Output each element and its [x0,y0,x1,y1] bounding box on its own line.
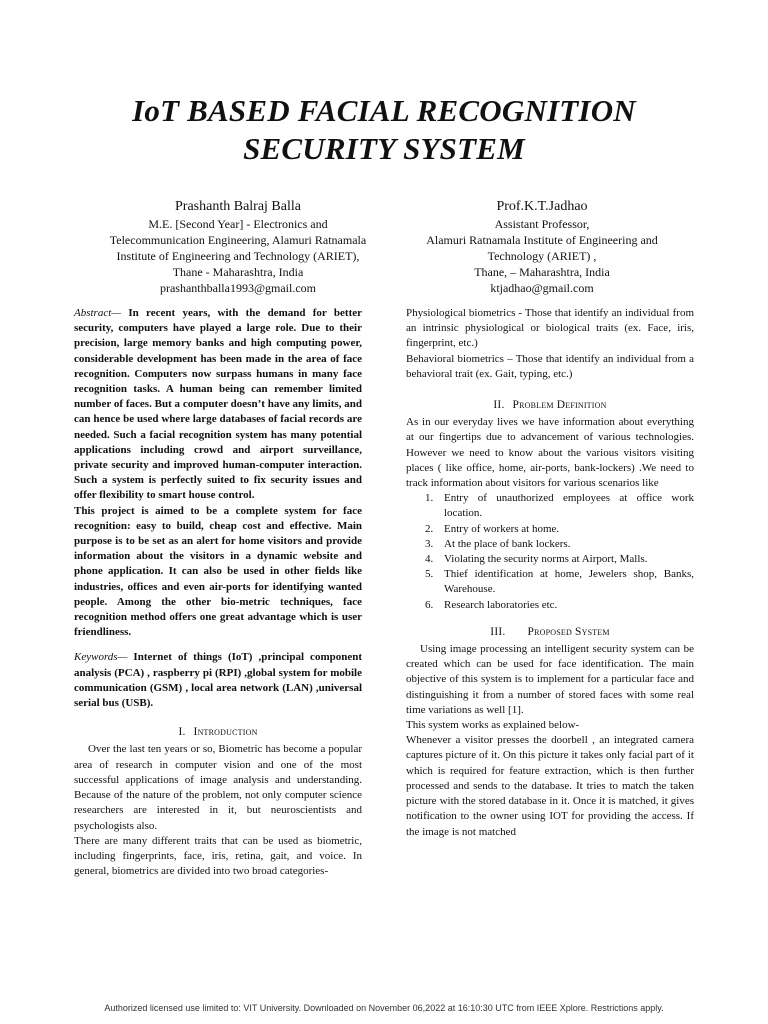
section-number: II. [493,399,505,412]
problem-paragraph: As in our everyday lives we have information about everything at our fingertips due to advancement of various technologies. However we need to know about the various visitors visiting places ( like office, home, air-ports, bank-lockers) .We need to track information about visitors for various scenarios like [406,416,694,490]
author-affiliation-line: Technology (ARIET) , [487,249,597,263]
author-email: ktjadhao@gmail.com [490,281,594,295]
list-item: 5. Thief identification at home, Jewelers shop, Banks, Warehouse. [436,567,694,597]
proposed-paragraph-2: This system works as explained below- [406,719,580,732]
author-name: Prof.K.T.Jadhao [496,199,588,214]
section-heading-problem-definition [406,398,694,413]
abstract-paragraph-1: In recent years, with the demand for better security, computers have played a large role. Due to their precision, large memory banks and high computing power, considerable development has been made in the area of face recognition. Computers now surpass humans in many face recognition tasks. A human being can remember limited number of faces. But a computer doesn’t have any limits, and can hence be used where large databases of facial records are needed. Such a facial recognition system has many potential applications including crowd and airport surveillance, private security and improved human-computer interaction. Such a system is perfectly suited to fix security issues and offer flexibility to smart house control. [74,307,362,502]
list-item: 6. Research laboratories etc. [436,598,694,613]
keywords [74,650,362,711]
author-email: prashanthballa1993@gmail.com [159,281,316,295]
author-name: Prashanth Balraj Balla [175,199,301,214]
intro-paragraph-2: There are many different traits that can be used as biometric, including fingerprints, face, iris, retina, gait, and voice. In general, biometrics are divided into two broad categories- [74,834,362,878]
abstract-paragraph-2: This project is aimed to be a complete system for face recognition: easy to build, cheap cost and effective. Main purpose is to be set as an alert for home visitors and provide information about the visitors in a dynamic website and phone application. It can also be used in other fields like industries, offices and even air-ports for identifying wanted people. Among the other bio-metric techniques, face recognition method offers one great advantage which is user friendliness. [74,504,362,639]
section-heading-introduction [74,725,362,740]
list-item: 2. Entry of workers at home. [436,522,694,537]
right-column [406,306,694,840]
list-item: 4. Violating the security norms at Airport, Malls. [436,552,694,567]
author-block-1 [88,198,388,296]
section-number: III. [490,625,506,638]
section-title: Problem Definition [512,399,607,412]
section-title: Proposed System [527,625,610,638]
section-heading-proposed-system [406,625,694,640]
list-item: 1. Entry of unauthorized employees at office work location. [436,491,694,521]
author-affiliation-line: Thane, – Maharashtra, India [474,265,610,279]
left-column [74,306,362,879]
proposed-paragraph-1: Using image processing an intelligent security system can be created which can be used for face identification. The main objective of this system is to implement for a particular face and distinguishing it from a number of stored faces with some real time variations as well [1]. [406,643,694,716]
author-affiliation-line: Thane - Maharashtra, India [172,265,304,279]
abstract [74,306,362,640]
intro-paragraph-1: Over the last ten years or so, Biometric has become a popular area of research in computer vision and one of the most successful applications of image analysis and understanding. Because of the nature of the problem, not only computer science researchers are interested in it, but neuroscientists and psychologists also. [74,743,362,832]
physiological-biometrics-paragraph: Physiological biometrics - Those that identify an individual from an intrinsic physiological or biological traits (ex. Face, iris, fingerprint, etc.) [406,307,694,350]
section-number: I. [178,726,186,739]
license-footer: Authorized licensed use limited to: VIT University. Downloaded on November 06,2022 at 16:10:30 UTC from IEEE Xplore. Restrictions apply. [104,1003,664,1013]
author-affiliation-line: Institute of Engineering and Technology (ARIET), [116,249,360,263]
proposed-paragraph-3: Whenever a visitor presses the doorbell , an integrated camera captures picture of it. On this picture it takes only facial part of it which is required for feature extraction, which is then further processed and sends to the database. It tries to match the taken picture with the stored database in it. Once it is matched, it gives notification to the owner using IOT for providing the access. If the image is not matched [406,734,694,838]
author-affiliation-line: Assistant Professor, [494,217,590,231]
author-affiliation-line: Alamuri Ratnamala Institute of Engineering and [426,233,658,247]
paper-title [0,92,768,168]
author-affiliation-line: M.E. [Second Year] - Electronics and [148,217,328,231]
section-title: Introduction [193,726,258,739]
scenario-list [406,491,694,613]
abstract-label: Abstract— [74,307,122,319]
title-line-1: IoT BASED FACIAL RECOGNITION [132,93,636,128]
title-line-2: SECURITY SYSTEM [243,131,525,166]
keywords-label: Keywords— [74,651,128,664]
list-item: 3. At the place of bank lockers. [436,537,694,552]
keywords-text: Internet of things (IoT) ,principal component analysis (PCA) , raspberry pi (RPI) ,global system for mobile communication (GSM) , local area network (LAN) ,universal serial bus (USB). [74,651,362,710]
author-block-2 [392,198,692,296]
behavioral-biometrics-paragraph: Behavioral biometrics – Those that identify an individual from a behavioral trait (ex. Gait, typing, etc.) [406,352,694,380]
author-affiliation-line: Telecommunication Engineering, Alamuri Ratnamala [109,233,367,247]
